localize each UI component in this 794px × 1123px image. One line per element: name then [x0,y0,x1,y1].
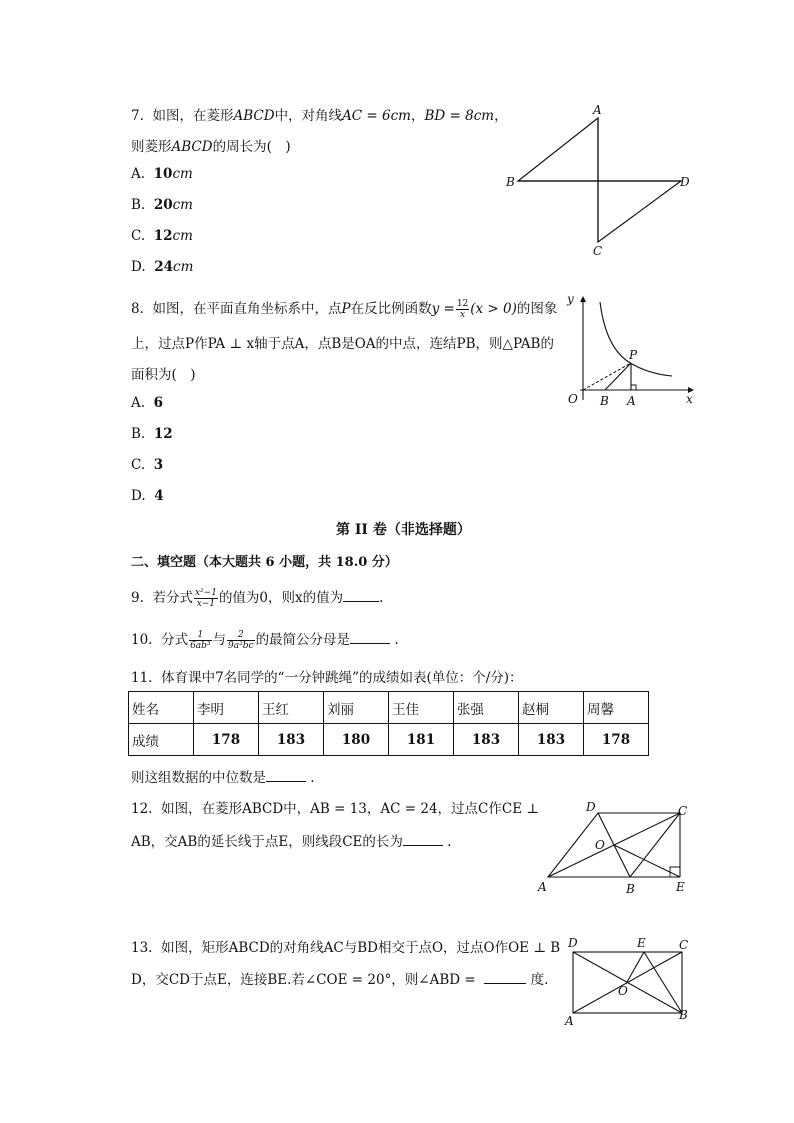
q13-text: D，交CD于点E，连接BE.若∠COE = 20°，则∠ABD = [131,972,476,988]
q11-number: 11. [131,670,153,686]
q10-text: 分式 [161,632,189,648]
label-a: A [538,880,547,894]
q11-end: . [310,770,315,786]
q9-line [131,586,383,609]
q11-text: 体育课中7名同学的“一分钟跳绳”的成绩如表(单位：个/分)： [161,670,523,686]
q13-line2 [131,968,548,988]
option-value: 6 [153,395,164,411]
score-cell: 178 [194,724,259,756]
q8-option-c[interactable] [131,457,163,473]
q9-text: 若分式 [152,590,193,606]
frac-num: 1 [189,630,211,641]
q7-ac: AC = 6cm [342,108,411,124]
label-c: C [678,804,688,818]
q10-text: 的最简公分母是 [255,632,351,648]
q10-number: 10. [131,632,153,648]
option-label: A. [131,395,146,411]
q8-option-a[interactable] [131,395,163,411]
option-label: B. [131,426,146,442]
score-cell: 180 [324,724,389,756]
name-cell: 王佳 [389,692,454,724]
score-cell: 183 [454,724,519,756]
q11-after [131,766,315,786]
q11-after-text: 则这组数据的中位数是 [131,770,266,786]
table-row-scores [129,724,649,756]
q8-func: y = [431,301,455,317]
label-a: A [627,394,636,408]
q12-answer-blank[interactable] [403,833,443,846]
frac-den: 6ab³ [190,641,211,651]
q8-fraction [456,299,469,320]
q7-line1 [131,104,508,124]
segment-op-dashed [583,363,631,390]
q7-text: 如图，在菱形 [152,108,234,124]
q10-text: 与 [212,632,227,648]
frac-den: x [460,310,466,320]
segment-pb [605,363,631,390]
label-b: B [626,882,635,896]
q10-answer-blank[interactable] [350,631,390,644]
option-value: 12 [153,426,173,442]
right-angle-mark [631,385,636,390]
option-value: 24 [154,259,174,275]
q7-shape: ABCD [171,139,213,155]
q8-line2: 上，过点P作PA ⊥ x轴于点A，点B是OA的中点，连结PB，则△PAB的 [131,336,554,352]
q10-line [131,628,399,651]
q8-cond: (x > 0) [470,301,517,317]
row-header-name: 姓名 [129,692,194,724]
q8-point: P [341,301,351,317]
q10-end: . [394,632,399,648]
label-b: B [506,175,515,189]
label-p: P [629,348,638,362]
q9-answer-blank[interactable] [343,589,379,602]
q12-line1 [131,797,539,817]
q13-text: 如图，矩形ABCD的对角线AC与BD相交于点O，过点O作OE ⊥ B [161,940,561,956]
label-o: O [568,392,578,406]
option-label: C. [131,457,146,473]
q8-line3: 面积为( ) [131,367,196,383]
label-d: D [680,175,690,189]
q12-number: 12. [131,801,153,817]
label-a: A [565,1014,574,1028]
q8-option-b[interactable] [131,426,173,442]
name-cell: 张强 [454,692,519,724]
name-cell: 周馨 [584,692,649,724]
score-cell: 183 [519,724,584,756]
q7-option-d[interactable] [131,259,193,275]
label-c: C [593,244,603,258]
label-x: x [686,392,693,406]
q7-option-b[interactable] [131,197,193,213]
part2-title: 第 II 卷（非选择题） [336,522,471,538]
option-unit: cm [173,259,194,275]
label-b: B [679,1008,688,1022]
q12-text: 如图，在菱形ABCD中，AB = 13，AC = 24，过点C作CE ⊥ [161,801,540,817]
q7-rhombus-figure [500,100,700,260]
score-cell: 178 [584,724,649,756]
label-e: E [637,936,646,950]
label-d: D [586,800,596,814]
right-angle-mark [670,867,680,877]
option-label: A. [131,166,146,182]
label-y: y [567,292,574,306]
option-value: 10 [153,166,173,182]
q7-bd: BD = 8cm [424,108,495,124]
score-cell: 183 [259,724,324,756]
q8-text: 在反比例函数 [350,301,432,317]
q7-text: ， [494,108,508,124]
q8-text: 的图象 [516,301,558,317]
table-row-names [129,692,649,724]
q7-text: 中，对角线 [274,108,343,124]
label-d: D [568,936,578,950]
q8-text: 如图，在平面直角坐标系中，点 [152,301,342,317]
option-label: B. [131,197,146,213]
frac-num: 12 [456,299,469,309]
q7-shape: ABCD [233,108,275,124]
option-label: C. [131,228,146,244]
label-a: A [593,103,602,117]
q11-line [131,666,523,686]
q7-option-c[interactable] [131,228,193,244]
q8-line1 [131,297,557,320]
option-unit: cm [172,228,193,244]
q9-number: 9. [131,590,144,606]
q13-rectangle-figure [560,932,700,1030]
q8-coordinate-figure [562,290,697,410]
frac-den: x−1 [196,599,216,609]
option-value: 12 [153,228,173,244]
q13-number: 13. [131,940,153,956]
q9-end: . [379,590,384,606]
q13-answer-blank[interactable] [484,971,526,984]
q12-line2 [131,830,451,850]
y-axis-arrow [580,296,586,302]
name-cell: 赵桐 [519,692,584,724]
label-o: O [595,838,605,852]
q7-text: ， [411,108,425,124]
q13-line1 [131,936,560,956]
q10-fraction-2 [227,630,255,651]
q9-text: 的值为0，则x的值为 [218,590,344,606]
q10-fraction-1 [189,630,211,651]
label-b: B [600,394,609,408]
q13-end: 度. [530,972,549,988]
option-unit: cm [172,166,193,182]
q7-text: 的周长为( ) [212,139,291,155]
name-cell: 李明 [194,692,259,724]
hyperbola-curve [600,302,672,376]
q7-text: 则菱形 [131,139,172,155]
frac-den: 9a²bc [228,641,254,651]
label-c: C [679,938,689,952]
name-cell: 王红 [259,692,324,724]
section2-title: 二、填空题（本大题共 6 小题，共 18.0 分） [131,555,398,570]
label-o: O [618,984,628,998]
option-value: 4 [154,488,164,504]
frac-num: x²−1 [194,588,217,598]
q9-fraction [194,588,218,609]
q12-text: AB，交AB的延长线于点E，则线段CE的长为 [131,834,403,850]
q7-line2 [131,135,291,155]
option-label: D. [131,259,146,275]
rhombus-outline [518,118,681,242]
label-e: E [676,880,685,894]
q8-number: 8. [131,301,144,317]
q7-option-a[interactable] [131,166,193,182]
option-value: 20 [153,197,173,213]
option-unit: cm [172,197,193,213]
q12-rhombus-figure [532,796,697,900]
option-value: 3 [153,457,164,473]
row-header-score: 成绩 [129,724,194,756]
score-cell: 181 [389,724,454,756]
segment-be [644,952,682,1013]
q12-end: . [447,834,452,850]
q11-score-table [128,691,649,756]
option-label: D. [131,488,146,504]
q7-number: 7. [131,108,144,124]
name-cell: 刘丽 [324,692,389,724]
q11-answer-blank[interactable] [266,769,306,782]
q8-option-d[interactable] [131,488,164,504]
frac-num: 2 [227,630,255,641]
